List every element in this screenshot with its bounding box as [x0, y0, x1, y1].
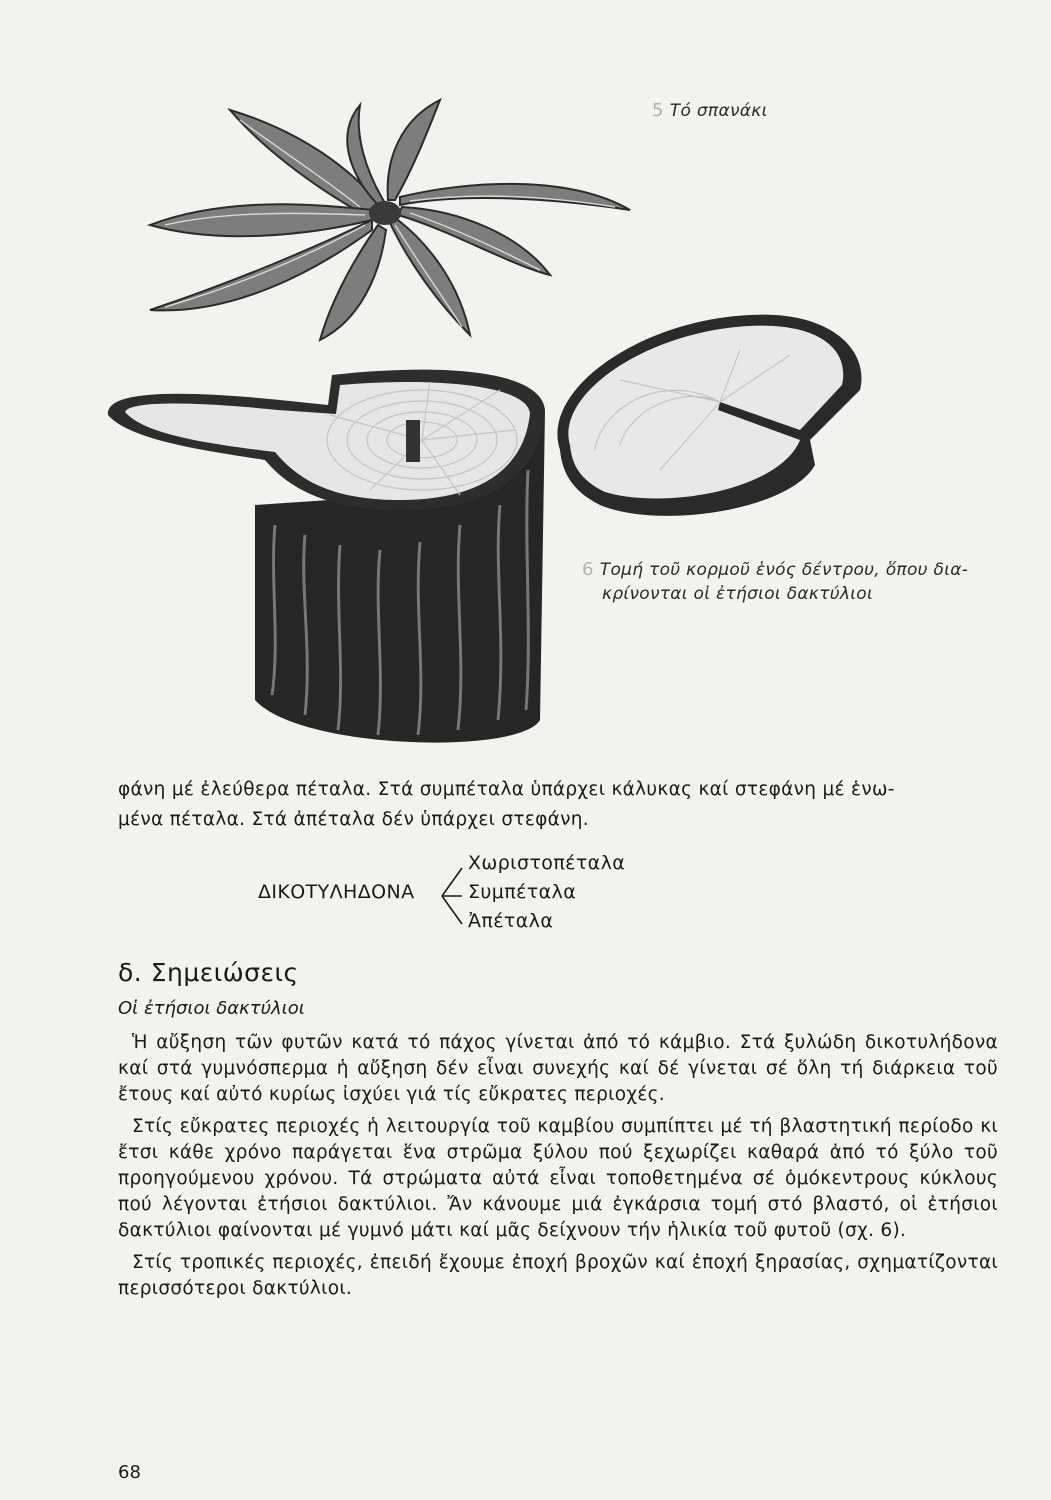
section-body	[118, 1030, 998, 1302]
trunk-stump	[108, 370, 545, 743]
figure-6-caption	[582, 558, 1022, 606]
page-number: 68	[118, 1462, 141, 1483]
figure-6-number: 6	[582, 559, 594, 580]
paragraph-2: Στίς εὔκρατες περιοχές ἡ λειτουργία τοῦ καμβίου συμπίπτει μέ τή βλαστητική περίοδο κι ἔτσι κάθε χρόνο παράγεται ἕνα στρῶμα ξύλου πού ξεχωρίζει καθαρά ἀπό τό ξύλο τοῦ προηγούμενου χρόνου. Τά στρώματα αὐτά εἶναι τοποθετημένα σέ ὁμόκεντρους κύκλους πού λέγονται ἐτήσιοι δακτύλιοι. Ἄν κάνουμε μιά ἐγκάρσια τομή στό βλαστό, οἱ ἐτήσιοι δακτύλιοι φαίνονται μέ γυμνό μάτι καί μᾶς δείχνουν τήν ἡλικία τοῦ φυτοῦ (σχ. 6).	[118, 1116, 998, 1241]
scheme-brackets	[438, 862, 468, 932]
scheme-root: ΔΙΚΟΤΥΛΗΔΟΝΑ	[258, 881, 415, 903]
intro-line-2: μένα πέταλα. Στά ἀπέταλα δέν ὑπάρχει στεφάνη.	[118, 809, 589, 830]
paragraph-1: Ἡ αὔξηση τῶν φυτῶν κατά τό πάχος γίνεται ἀπό τό κάμβιο. Στά ξυλώδη δικοτυλήδονα καί στά γυμνόσπερμα ἡ αὔξηση δέν εἶναι συνεχής καί δέ γίνεται σέ ὅλη τή διάρκεια τοῦ ἔτους καί αὐτό κυρίως ἰσχύει γιά τίς εὔκρατες περιοχές.	[118, 1032, 998, 1105]
intro-line-1: φάνη μέ ἐλεύθερα πέταλα. Στά συμπέταλα ὑπάρχει κάλυκας καί στεφάνη μέ ἑνω-	[118, 779, 895, 800]
figure-5-caption-text: Τό σπανάκι	[669, 101, 768, 121]
trunk-slice	[557, 315, 861, 516]
spinach-illustration	[110, 95, 640, 345]
figure-6-caption-line-1: Τομή τοῦ κορμοῦ ἑνός δέντρου, ὅπου δια-	[599, 560, 969, 580]
scheme-branch-2: Συμπέταλα	[468, 881, 577, 903]
intro-paragraph	[118, 775, 998, 835]
figure-5-number: 5	[652, 100, 664, 121]
tree-trunk-illustration	[100, 310, 870, 755]
figure-5-caption	[652, 100, 768, 121]
classification-scheme	[258, 850, 678, 940]
section-heading: δ. Σημειώσεις	[118, 958, 299, 987]
paragraph-3: Στίς τροπικές περιοχές, ἐπειδή ἔχουμε ἐποχή βροχῶν καί ἐποχή ξηρασίας, σχηματίζονται περισσότεροι δακτύλιοι.	[118, 1252, 998, 1299]
scheme-branch-1: Χωριστοπέταλα	[468, 852, 626, 874]
scheme-branch-3: Ἀπέταλα	[468, 910, 554, 932]
section-subheading: Οἱ ἐτήσιοι δακτύλιοι	[118, 998, 305, 1019]
figure-6-caption-line-2: κρίνονται οἱ ἐτήσιοι δακτύλιοι	[602, 584, 874, 604]
